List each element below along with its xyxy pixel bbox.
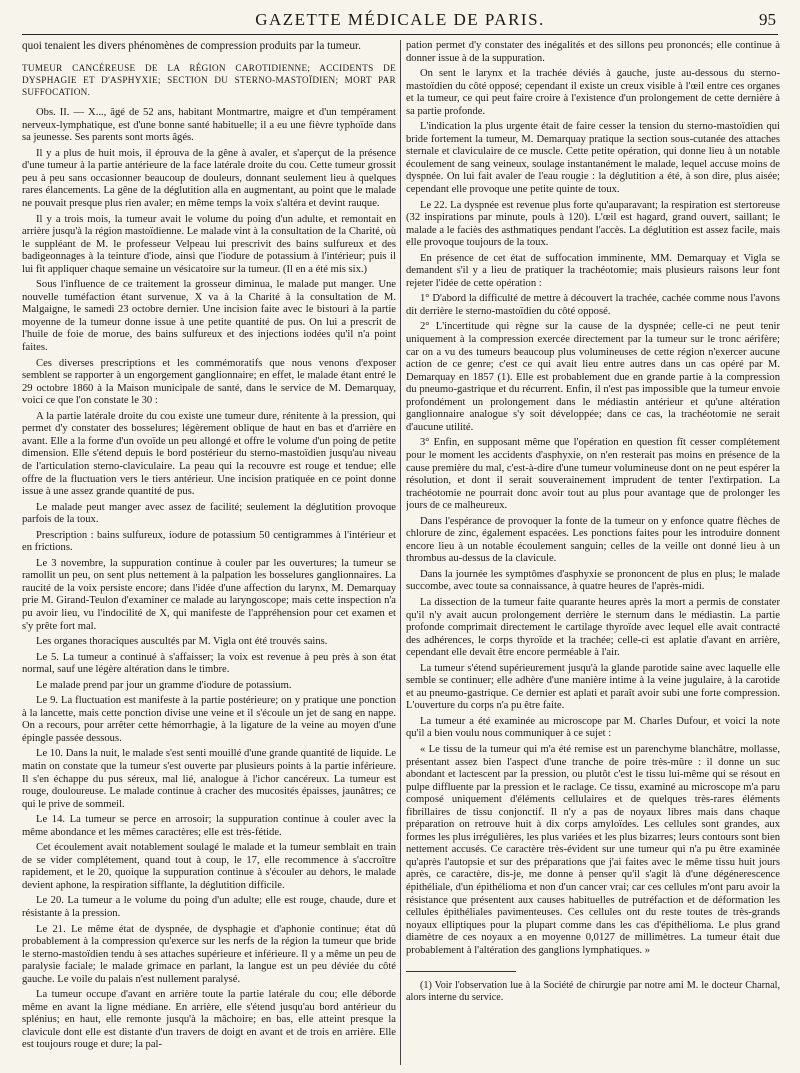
paragraph: Prescription : bains sulfureux, iodure de potassium 50 centigrammes à l'intérieur et en frictions. — [22, 529, 396, 554]
section-heading: TUMEUR CANCÉREUSE DE LA RÉGION CAROTIDIENNE; ACCIDENTS DE DYSPHAGIE ET D'ASPHYXIE; SECTION DU STERNO-MASTOÏDIEN; MORT PAR SUFFOCATION. — [22, 63, 396, 97]
paragraph: Le 3 novembre, la suppuration continue à couler par les ouvertures; la tumeur se ramollit un peu, on sent plus nettement à la palpation les bosselures ganglionnaires. La raucité de la voix persiste encore; dans l'idée d'une affection du larynx, M. Demarquay prie M. Girand-Teulon d'examiner ce malade au laryngoscope; mais cette inspection n'a pu avoir lieu, vu l'indocilité de X, qui manifeste de l'appréhension pour cet examen et s'y prête fort mal. — [22, 557, 396, 632]
paragraph: La dissection de la tumeur faite quarante heures après la mort a permis de constater qu'il n'y avait aucun prolongement derrière le sternum dans le médiastin. La partie profonde comprimait directement le cartilage thyroïde avec lequel elle avait contracté des adhérences, le corps thyroïde et la trachée; celle-ci est aplatie d'avant en arrière, cependant elle devait être encore perméable à l'air. — [406, 596, 780, 659]
paragraph: Dans la journée les symptômes d'asphyxie se prononcent de plus en plus; le malade succombe, avec toute sa connaissance, à quatre heures de l'après-midi. — [406, 568, 780, 593]
running-header — [22, 8, 778, 35]
paragraph: La tumeur occupe d'avant en arrière toute la partie latérale du cou; elle déborde même en avant la ligne médiane. En arrière, elle s'étend jusqu'au bord antérieur du splénius; en haut, elle remonte jusqu'à la mâchoire; en bas, elle atteint presque la clavicule dont elle est distante d'un travers de doigt en avant et de trois en arrière. Elle est toujours rouge et dure; la pal- — [22, 989, 396, 1051]
paragraph: Le 21. Le même état de dyspnée, de dysphagie et d'aphonie continue; état dû probablement à la compression qu'exerce sur les nerfs de la région la tumeur que bride le sterno-mastoïdien tendu à ses attaches supérieure et inférieure. Il y a même un peu de paralysie faciale; le malade grimace en parlant, la langue est un peu déviée du côté gauche. Le voile du palais n'est nullement paralysé. — [22, 923, 396, 985]
left-column — [22, 40, 396, 1070]
paragraph: 1° D'abord la difficulté de mettre à découvert la trachée, cachée comme nous l'avons dit derrière le sterno-mastoïdien du côté opposé. — [406, 293, 780, 317]
paragraph: L'indication la plus urgente était de faire cesser la tension du sterno-mastoïdien qui bride fortement la tumeur, M. Demarquay pratique la section sous-cutanée des attaches sternale et claviculaire de ce muscle. Cette petite opération, qui donne lieu à un notable écoulement de sang veineux, soulage instantanément le malade, lequel accuse moins de dyspnée. On lui fait avaler de l'eau rougie : la déglutition a été, à son dire, plus aisée; cependant elle provoque une petite quinte de toux. — [406, 121, 780, 196]
right-paragraphs — [406, 40, 780, 957]
paragraph: Dans l'espérance de provoquer la fonte de la tumeur on y enfonce quatre flèches de chlorure de zinc, également espacées. Les ponctions faites pour les introduire donnent encore lieu à un notable écoulement sanguin; celles de la veille ont donné lieu à un thrombus au-dessus de la clavicule. — [406, 515, 780, 565]
paragraph: Cet écoulement avait notablement soulagé le malade et la tumeur semblait en train de se vider complétement, quand tout à coup, le 17, elle recommence à s'accroître rapidement, et le 20, quoique la suppuration continue à s'écouler au dehors, le malade devient aphone, la respiration sifflante, la déglutition difficile. — [22, 842, 396, 891]
paragraph: En présence de cet état de suffocation imminente, MM. Demarquay et Vigla se demandent s'il y a lieu de pratiquer la trachéotomie; mais plusieurs raisons leur font rejeter l'idée de cette opération : — [406, 252, 780, 289]
paragraph: Le malade prend par jour un gramme d'iodure de potassium. — [36, 679, 292, 691]
paragraph: Sous l'influence de ce traitement la grosseur diminua, le malade put manger. Une nouvelle tuméfaction étant survenue, X va à la Charité à la consultation de M. Malgaigne, le samedi 23 octobre dernier. Une incision faite avec le bistouri à la partie moyenne de la tumeur donne issue à une petite quantité de pus. On lui a prescrit de l'huile de foie de morue, des bains sulfureux et des injections iodées qu'il n'a point faites. — [22, 279, 396, 354]
column-divider — [400, 40, 401, 1065]
paragraph: Le malade peut manger avec assez de facilité; seulement la déglutition provoque parfois de la toux. — [22, 501, 396, 526]
paragraph: A la partie latérale droite du cou existe une tumeur dure, rénitente à la pression, qui permet d'y constater des bosselures; légèrement oblique de haut en bas et d'arrière en avant. Elle a la forme d'un ovoïde un peu allongé et offre le volume d'un poing de petite dimension. Elle s'étend depuis le bord postérieur du sterno-mastoïdien jusqu'au niveau de l'articulation sterno-claviculaire. La peau qui la recouvre est rouge et tendue; elle offre de la fluctuation vers le tiers antérieur. Une incision pratiquée en ce point donne issue à une assez grande quantité de pus. — [22, 410, 396, 498]
paragraph: Le 22. La dyspnée est revenue plus forte qu'auparavant; la respiration est stertoreuse (32 inspirations par minute, pouls à 120). L'œil est hagard, grand ouvert, saillant; le malade a le faciès des asthmatiques pendant l'accès. La déglutition est assez facile, mais elle provoque toujours de la toux. — [406, 199, 780, 249]
paragraph: Obs. II. — X..., âgé de 52 ans, habitant Montmartre, maigre et d'un tempérament nerveux-lymphatique, est d'une bonne santé habituelle; il a eu une fièvre typhoïde dans sa jeunesse. Ses parents sont morts âgés. — [22, 107, 396, 144]
paragraph: pation permet d'y constater des inégalités et des sillons peu prononcés; elle continue à donner issue à de la suppuration. — [406, 40, 780, 64]
paragraph: La tumeur a été examinée au microscope par M. Charles Dufour, et voici la note qu'il a bien voulu nous communiquer à ce sujet : — [406, 715, 780, 740]
paragraph: Ces diverses prescriptions et les commémoratifs que nous venons d'exposer semblent se rapporter à un engorgement ganglionnaire; en effet, le malade étant entré le 29 octobre 1860 à la Maison municipale de santé, dans le service de M. Demarquay, voici ce que l'on constate le 30 : — [22, 357, 396, 407]
page-number: 95 — [759, 10, 776, 29]
paragraph: On sent le larynx et la trachée déviés à gauche, juste au-dessous du sterno-mastoïdien du côté opposé; cependant il existe un creux visible à l'œil entre ces organes et la tumeur, ce qui peut faire croire à l'existence d'un prolongement de cette dernière à sa partie profonde. — [406, 68, 780, 117]
paragraph: Il y a plus de huit mois, il éprouva de la gêne à avaler, et s'aperçut de la présence d'une tumeur à la partie antérieure de la face latérale droite du cou. Cette tumeur grossit peu à peu sans occasionner beaucoup de douleurs, donnant seulement lieu à quelques rares élancements. La gêne de la déglutition alla en augmentant, au point que le malade ne pouvait presque plus rien avaler; en même temps la voix s'altéra et devint rauque. — [22, 147, 396, 210]
footnote: (1) Voir l'observation lue à la Société de chirurgie par notre ami M. le docteur Charnal, alors interne du service. — [406, 980, 780, 1004]
paragraph: Il y a trois mois, la tumeur avait le volume du poing d'un adulte, et remontait en arrière jusqu'à la région mastoïdienne. Le malade vint à la consultation de la Charité, où le suppléant de M. le professeur Velpeau lui prescrivit des bains sulfureux et des badigeonnages à la teinture d'iode, ainsi que l'iodure de potassium à l'intérieur; puis il lui fit appliquer chaque semaine un vésicatoire sur la tumeur. (Il en a été mis six.) — [22, 213, 396, 275]
paragraph: Le 9. La fluctuation est manifeste à la partie postérieure; on y pratique une ponction à la lancette, mais cette ponction divise une veine et il s'écoule un jet de sang en nappe. On a recours, pour arrêter cette hémorrhagie, à la ligature de la veine au moyen d'une épingle passée dessous. — [22, 695, 396, 744]
paragraph: Le 5. La tumeur a continué à s'affaisser; la voix est revenue à peu près à son état normal, sauf une légère altération dans le timbre. — [22, 651, 396, 676]
paragraph: Le 14. La tumeur se perce en arrosoir; la suppuration continue à couler avec la même abondance et les mêmes caractères; elle est très-fétide. — [22, 814, 396, 838]
paragraph: 3° Enfin, en supposant même que l'opération en question fît cesser complétement pour le moment les accidents d'asphyxie, on n'en resterait pas moins en présence de la cause première du mal, c'est-à-dire d'une tumeur volumineuse dont on ne peut espérer la résolution, et dont il serait souverainement imprudent de tenter l'extirpation. La trachéotomie ne pourrait donc avoir tout au plus pour avantage que de prolonger les jours de ce malheureux. — [406, 437, 780, 512]
right-column — [406, 40, 780, 1070]
paragraph: Le 20. La tumeur a le volume du poing d'un adulte; elle est rouge, chaude, dure et résistante à la pression. — [22, 895, 396, 919]
journal-title: GAZETTE MÉDICALE DE PARIS. — [255, 10, 545, 29]
paragraph: « Le tissu de la tumeur qui m'a été remise est un parenchyme blanchâtre, mollasse, présentant assez bien l'aspect d'une tranche de poire très-mûre : il donne un suc abondant et lactescent par la pression, ou plutôt c'est le tissu lui-même qui se résout en pulpe diffluente par la pression et le raclage. Ce tissu, examiné au microscope m'a paru composé uniquement d'éléments cellulaires et de quelques très-rares éléments fibrillaires de tissu conjonctif. Il n'y a pas de noyaux libres mais dans chaque préparation on retrouve huit à dix corps amyloïdes. Les cellules sont grandes, aux formes les plus irrégulières, les plus variées et les plus bizarres; leurs contours sont bien nettement accusés. Ce caractère très-évident sur une tumeur qui n'a pu être examinée qu'après l'autopsie et sur des préparations que j'ai faites avec le même tissu huit jours après, ce caractère, dis-je, me donne à penser qu'il s'agit là d'une dégénerescence épithéliale, d'un épithélioma et non d'un cancer vrai; car ces cellules m'ont paru avoir la résistance que présentent aux causes habituelles de putréfaction et de déformation les cellules épithéliales pavimenteuses. Ces cellules ont du reste toutes de très-grands noyaux elliptiques pour la plupart comme dans les cas d'épithélioma. Le plus grand diamètre de ces noyaux a en moyenne 0,0127 de millimètres. La tumeur était due probablement à l'altération des ganglions lymphatiques. » — [406, 743, 780, 956]
paragraph: Les organes thoraciques auscultés par M. Vigla ont été trouvés sains. — [36, 636, 328, 648]
footnote-rule — [406, 971, 516, 972]
paragraph: Le 10. Dans la nuit, le malade s'est senti mouillé d'une grande quantité de liquide. Le matin on constate que la tumeur s'est ouverte par plusieurs points à la partie inférieure. Il s'en échappe du pus séreux, mal lié, analogue à l'ichor cancéreux. La tumeur est rouge, douloureuse. Le malade continue à cracher des mucosités épaisses, jaunâtres; ce qui le prive de sommeil. — [22, 748, 396, 810]
continued-text: quoi tenaient les divers phénomènes de compression produits par la tumeur. — [22, 40, 361, 52]
left-paragraphs — [22, 107, 396, 1052]
paragraph: La tumeur s'étend supérieurement jusqu'à la glande parotide saine avec laquelle elle semble se continuer; elle adhère d'une manière intime à la veine jugulaire, à la carotide et au pneumo-gastrique. Ce dernier est aplati et paraît avoir subi une forte compression. L'ouverture du corps n'a pu être faite. — [406, 662, 780, 712]
paragraph: 2° L'incertitude qui règne sur la cause de la dyspnée; celle-ci ne peut tenir uniquement à la compression exercée directement par la tumeur sur le tronc aérifère; car on a vu des tumeurs beaucoup plus volumineuses de cette région n'exercer aucune action de ce genre; c'est ce qui avait lieu entre autres dans un cas opéré par M. Demarquay en 1857 (1). Elle est probablement due en grande partie à la compression du pneumo-gastrique et du récurrent. Enfin, il n'est pas impossible que la tumeur envoie profondément un prolongement dans le médiastin antérieur et qu'une altération ganglionnaire analogue s'y soit développée; dans ce cas, la trachéotomie ne serait d'aucune utilité. — [406, 321, 780, 433]
